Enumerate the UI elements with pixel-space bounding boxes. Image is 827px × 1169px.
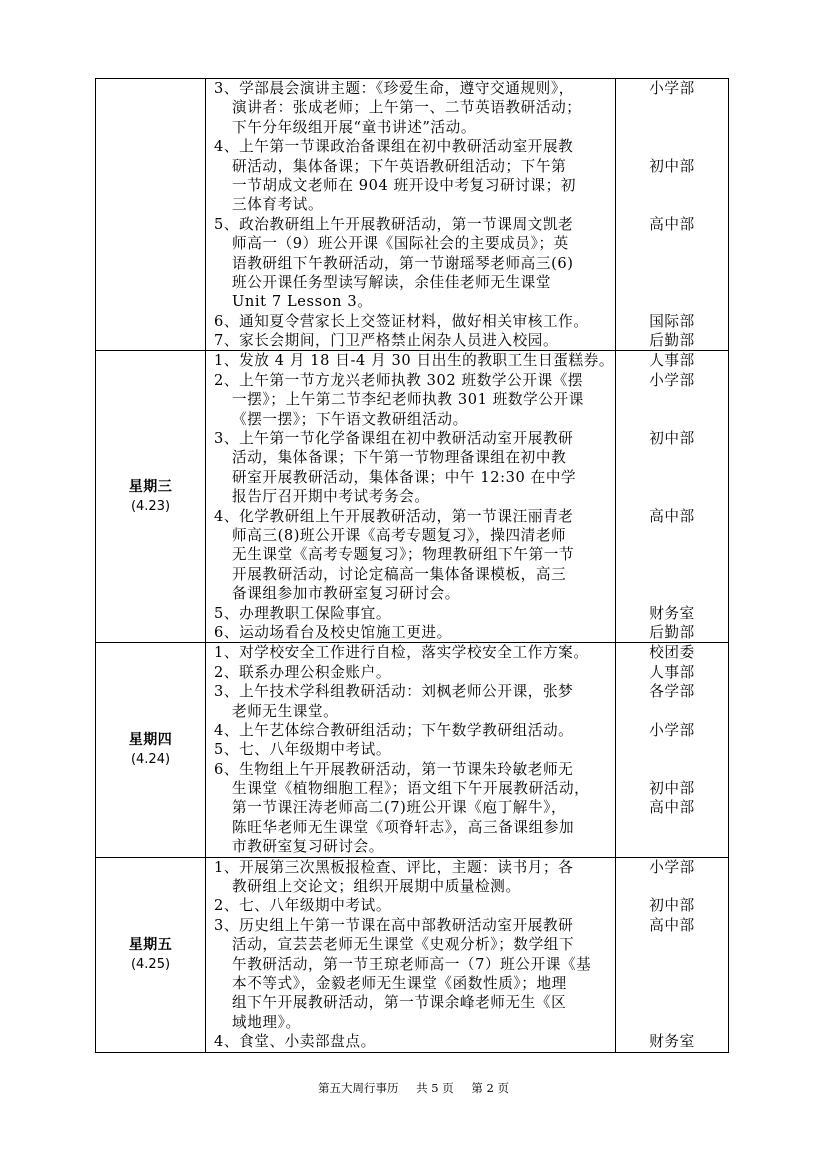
department-spacer [616,137,728,156]
department-spacer [616,818,728,837]
department-spacer [616,98,728,117]
department-label: 高中部 [649,507,695,525]
department-label: 财务室 [649,604,695,622]
event-line: 4、化学教研组上午开展教研活动，第一节课汪丽青老 [214,507,574,525]
day-label: 星期三 [128,478,173,495]
department-spacer [616,448,728,467]
event-line: 报告厅召开期中考试考务会。 [232,488,430,506]
day-date: (4.25) [130,956,171,972]
event-line: 生课堂《植物细胞工程》；语文组下午开展教研活动， [232,780,590,798]
schedule-body [96,79,729,1053]
event-line: 第一节课汪涛老师高二(7)班公开课《庖丁解牛》， [232,799,567,817]
event-line: 3、上午第一节化学备课组在初中教研活动室开展教研 [214,430,574,448]
event-line: 1、对学校安全工作进行自检，落实学校安全工作方案。 [214,644,589,662]
event-line: 5、政治教研组上午开展教研活动，第一节课周文凯老 [214,215,574,233]
event-line: 班公开课任务型读写解读，余佳佳老师无生课堂 [232,273,552,291]
footer-page-number: 第 2 页 [471,1081,510,1095]
event-line: 三体育考试。 [232,196,324,214]
event-line: 市教研室复习研讨会。 [232,838,384,856]
department-label: 初中部 [649,157,695,175]
events-cell [206,351,616,643]
department-spacer [616,292,728,311]
department-cell [616,857,729,1052]
department-spacer [616,468,728,487]
event-line: 无生课堂《高考专题复习》；物理教研组下午第一节 [232,546,575,564]
department-label: 财务室 [649,1033,695,1051]
event-line: 1、发放 4 月 18 日-4 月 30 日出生的教职工生日蛋糕券。 [214,352,615,370]
department-spacer [616,195,728,214]
event-line: 2、七、八年级期中考试。 [214,897,392,915]
event-line: 《摆一摆》；下午语文教研组活动。 [232,410,468,428]
event-line: 下午分年级组开展“童书讲述”活动。 [232,118,477,136]
department-spacer [616,526,728,545]
events-cell [206,79,616,351]
event-line: 2、上午第一节方龙兴老师执教 302 班数学公开课《摆 [214,371,584,389]
department-spacer [616,935,728,954]
department-label: 各学部 [649,683,695,701]
department-spacer [616,837,728,856]
day-cell [96,351,206,643]
event-line: 开展教研活动，讨论定稿高一集体备课模板，高三 [232,565,567,583]
department-label: 校团委 [649,644,695,662]
department-label: 人事部 [649,352,695,370]
department-label: 高中部 [649,215,695,233]
event-line: 5、七、八年级期中考试。 [214,741,392,759]
event-line: 3、上午技术学科组教研活动：刘枫老师公开课，张梦 [214,683,574,701]
department-spacer [616,702,728,721]
department-spacer [616,1013,728,1032]
department-spacer [616,410,728,429]
department-spacer [616,234,728,253]
department-spacer [616,760,728,779]
department-label: 初中部 [649,430,695,448]
department-label: 小学部 [649,721,695,739]
department-label: 高中部 [649,799,695,817]
day-date: (4.23) [130,498,171,514]
department-spacer [616,584,728,603]
page-footer [0,1080,827,1096]
event-line: 组下午开展教研活动，第一节课余峰老师无生《区 [232,994,567,1012]
day-row [96,351,729,643]
schedule-table [95,78,729,1053]
event-line: 活动，宣芸芸老师无生课堂《史观分析》；数学组下 [232,936,575,954]
event-line: 6、运动场看台及校史馆施工更进。 [214,623,452,641]
department-spacer [616,118,728,137]
event-line: 老师无生课堂。 [232,702,339,720]
department-label: 后勤部 [649,623,695,641]
event-line: 本不等式》，金毅老师无生课堂《函数性质》；地理 [232,974,567,992]
event-line: 6、通知夏令营家长上交签证材料，做好相关审核工作。 [214,312,589,330]
department-cell [616,643,729,857]
event-line: 午教研活动，第一节王琼老师高一（7）班公开课《基 [232,955,592,973]
event-line: 语教研组下午教研活动，第一节谢瑶琴老师高三(6) [232,254,574,272]
department-spacer [616,545,728,564]
event-line: 陈旺华老师无生课堂《项脊轩志》，高三备课组参加 [232,818,575,836]
event-line: 域地理》。 [232,1013,301,1031]
day-row [96,643,729,857]
event-line: 一摆》；上午第二节李纪老师执教 301 班数学公开课 [232,391,584,409]
department-label: 国际部 [649,312,695,330]
event-line: 研室开展教研活动，集体备课；中午 12:30 在中学 [232,468,577,486]
footer-total-pages: 共 5 页 [416,1081,454,1095]
day-label: 星期四 [128,731,173,748]
event-line: 6、生物组上午开展教研活动，第一节课朱玲敏老师无 [214,760,574,778]
event-line: 2、联系办理公积金账户。 [214,663,392,681]
department-cell [616,79,729,351]
department-spacer [616,974,728,993]
day-row [96,79,729,351]
event-line: 7、家长会期间，门卫严格禁止闲杂人员进入校园。 [214,332,559,350]
event-line: 4、食堂、小卖部盘点。 [214,1033,376,1051]
department-label: 后勤部 [649,332,695,350]
event-line: 4、上午艺体综合教研组活动；下午数学教研组活动。 [214,721,574,739]
events-cell [206,857,616,1052]
event-line: 研活动，集体备课；下午英语教研组活动；下午第 [232,157,567,175]
event-line: 5、办理教职工保险事宜。 [214,604,392,622]
department-spacer [616,390,728,409]
department-spacer [616,740,728,759]
event-line: 3、历史组上午第一节课在高中部教研活动室开展教研 [214,916,574,934]
department-spacer [616,565,728,584]
event-line: 教研组上交论文；组织开展期中质量检测。 [232,878,521,896]
department-spacer [616,955,728,974]
event-line: Unit 7 Lesson 3。 [232,293,373,311]
department-label: 人事部 [649,663,695,681]
events-cell [206,643,616,857]
event-line: 备课组参加市教研室复习研讨会。 [232,585,460,603]
event-line: 4、上午第一节课政治备课组在初中教研活动室开展教 [214,138,574,156]
department-label: 小学部 [649,80,695,97]
event-line: 1、开展第三次黑板报检查、评比，主题：读书月；各 [214,858,574,876]
event-line: 演讲者：张成老师；上午第一、二节英语教研活动； [232,99,582,117]
department-label: 高中部 [649,916,695,934]
footer-title: 第五大周行事历 [317,1081,399,1095]
event-line: 师高一（9）班公开课《国际社会的主要成员》；英 [232,235,569,253]
department-label: 初中部 [649,897,695,915]
department-label: 小学部 [649,371,695,389]
event-line: 3、学部晨会演讲主题：《珍爱生命，遵守交通规则》， [214,80,574,97]
department-spacer [616,176,728,195]
day-row [96,857,729,1052]
day-label: 星期五 [128,936,173,953]
event-line: 活动，集体备课；下午第一节物理备课组在初中教 [232,449,567,467]
department-spacer [616,877,728,896]
event-line: 一节胡成文老师在 904 班开设中考复习研讨课；初 [232,176,577,194]
department-spacer [616,487,728,506]
department-label: 初中部 [649,780,695,798]
department-spacer [616,993,728,1012]
department-label: 小学部 [649,858,695,876]
day-date: (4.24) [130,751,171,767]
department-cell [616,351,729,643]
day-cell [96,643,206,857]
day-cell [96,79,206,351]
event-line: 师高三(8)班公开课《高考专题复习》，操四清老师 [232,526,567,544]
day-cell [96,857,206,1052]
department-spacer [616,273,728,292]
department-spacer [616,254,728,273]
